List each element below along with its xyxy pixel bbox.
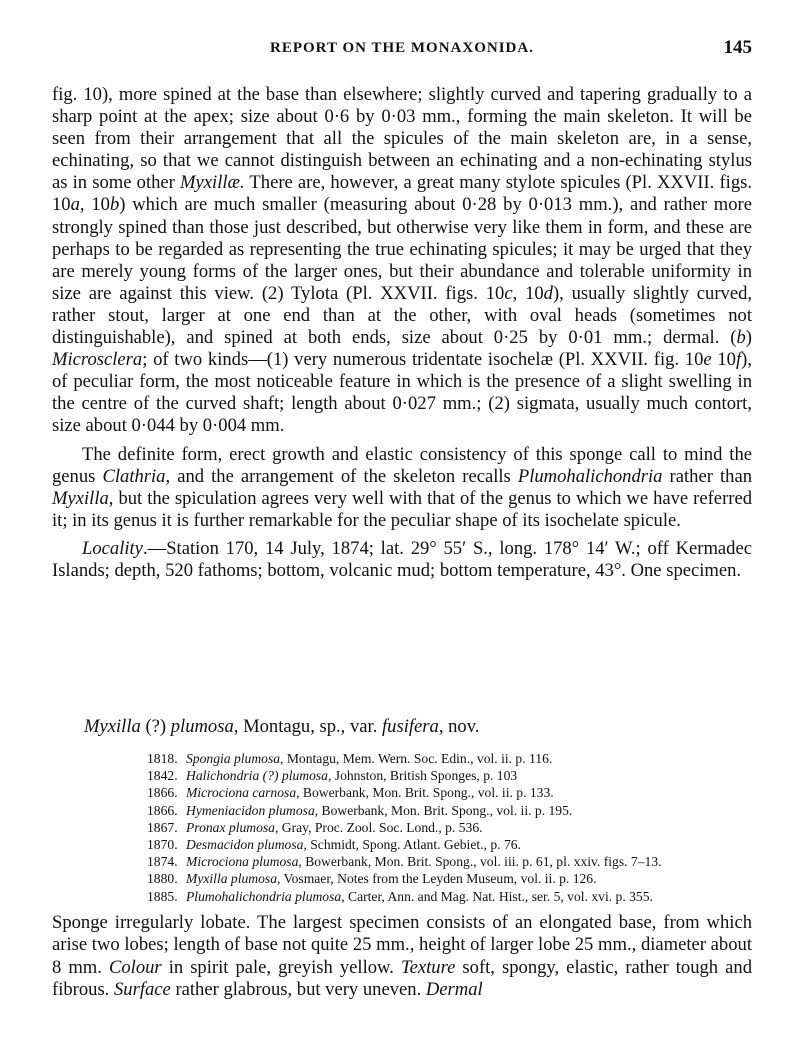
synonym-year: 1866. — [147, 785, 178, 801]
synonym-name: Microciona plumosa — [186, 854, 299, 870]
synonym-reference: , Schmidt, Spong. Atlant. Gebiet., p. 76. — [303, 837, 521, 853]
synonym-year: 1880. — [147, 871, 178, 887]
italic-text-run: Colour — [108, 956, 162, 978]
text-run: fig. 10), more spined at the base than elsewhere; slightly curved and tapering gradually to a sharp point at the apex; size about 0·6 by 0·03 mm., forming the main skeleton. It will be seen from their arrangement that all the spicules of the main skeleton are, in a sense, echinating, so that we cannot distinguish between an echinating and a non-echinating stylus as in some other — [52, 84, 752, 194]
synonym-name: Spongia plumosa — [186, 751, 281, 766]
synonym-entry — [147, 870, 747, 887]
text-run: (?) — [140, 716, 171, 737]
synonym-entry — [147, 836, 747, 853]
text-run: The definite form, erect growth and elastic consistency of this sponge call to mind the genus — [52, 443, 752, 487]
text-run: , nov. — [438, 716, 480, 737]
synonym-entry — [147, 802, 747, 819]
synonym-entry — [147, 819, 747, 836]
main-text — [52, 84, 752, 582]
synonym-entry — [147, 853, 747, 870]
synonym-reference: , Vosmaer, Notes from the Leyden Museum, vol. ii. p. 126. — [277, 871, 597, 887]
text-run: 10 — [711, 349, 736, 371]
synonym-reference: , Bowerbank, Mon. Brit. Spong., vol. ii. p. 195. — [314, 802, 573, 818]
running-title: REPORT ON THE MONAXONIDA. — [270, 40, 534, 56]
italic-text-run: c — [504, 282, 513, 304]
synonym-reference: , Montagu, Mem. Wern. Soc. Edin., vol. ii. p. 116. — [280, 751, 553, 766]
synonym-name: Pronax plumosa — [186, 819, 275, 835]
synonymy-list — [147, 750, 747, 905]
synonym-year: 1874. — [147, 854, 178, 870]
text-run: ; of two kinds—(1) very numerous tridentate isochelæ (Pl. XXVII. fig. 10 — [142, 349, 704, 371]
paragraph-spicule-description — [52, 84, 752, 438]
text-run: There are, however, a great many stylote spicules (Pl. XXVII. figs. 10 — [52, 172, 753, 216]
synonym-entry — [147, 888, 747, 905]
text-run: ), usually slightly curved, rather stout, larger at one end than at the other, with oval heads (sometimes not distinguishable), and spined at both ends, size about 0·25 by 0·01 mm.; dermal. ( — [52, 282, 753, 349]
text-run: in spirit pale, greyish yellow. — [161, 956, 401, 978]
italic-text-run: b — [736, 327, 746, 349]
italic-text-run: d — [543, 282, 553, 304]
synonym-name: Myxilla plumosa — [186, 871, 277, 887]
synonym-reference: , Carter, Ann. and Mag. Nat. Hist., ser. 5, vol. xvi. p. 355. — [341, 888, 653, 904]
synonym-year: 1870. — [147, 837, 178, 853]
italic-text-run: Texture — [400, 956, 456, 978]
text-run: soft, spongy, elastic, rather tough and fibrous. — [52, 956, 752, 1000]
synonym-name: Microciona carnosa — [186, 785, 297, 801]
synonym-reference: , Bowerbank, Mon. Brit. Spong., vol. iii. p. 61, pl. xxiv. figs. 7–13. — [298, 854, 662, 870]
text-run: , but the spiculation agrees very well with that of the genus to which we have referred it; in its genus it is further remarkable for the peculiar shape of its isochelate spicule. — [52, 487, 752, 531]
synonym-reference: , Bowerbank, Mon. Brit. Spong., vol. ii. p. 133. — [296, 785, 554, 801]
synonym-year: 1866. — [147, 802, 178, 818]
italic-text-run: b — [109, 194, 120, 216]
italic-text-run: plumosa — [170, 716, 234, 737]
synonym-entry — [147, 767, 747, 784]
text-run: ) — [745, 327, 752, 349]
italic-text-run: fusifera — [382, 716, 439, 737]
italic-text-run: Plumohalichondria — [517, 465, 663, 487]
text-run: rather glabrous, but very uneven. — [170, 978, 426, 1000]
species-heading — [84, 716, 479, 738]
text-run: , Montagu, sp., var. — [233, 716, 382, 737]
synonym-reference: , Gray, Proc. Zool. Soc. Lond., p. 536. — [274, 819, 483, 835]
text-run: rather than — [662, 465, 752, 487]
synonym-year: 1842. — [147, 768, 178, 784]
paragraph-definite-form — [52, 444, 752, 532]
text-run: ) which are much smaller (measuring about 0·28 by 0·013 mm.), and rather more strongly spined than those just described, but otherwise very like them in form, and these are perhaps to be regarded as representing the true echinating spicules; it may be urged that they are merely young forms of the larger ones, but their abundance and tolerable uniformity in size are against this view. (2) Tylota (Pl. XXVII. figs. 10 — [52, 194, 753, 304]
italic-text-run: Myxillæ. — [180, 172, 245, 194]
text-run: Sponge irregularly lobate. The largest specimen consists of an elongated base, from which arise two lobes; length of base not quite 25 mm., height of larger lobe 25 mm., diameter about 8 mm. — [52, 912, 752, 978]
italic-text-run: Surface — [113, 978, 171, 1000]
italic-text-run: e — [703, 349, 712, 371]
synonym-year: 1818. — [147, 751, 178, 766]
italic-text-run: a — [70, 194, 80, 216]
italic-text-run: Microsclera — [52, 349, 143, 371]
synonym-year: 1867. — [147, 819, 178, 835]
synonym-entry — [147, 784, 747, 801]
italic-text-run: Dermal — [425, 978, 483, 1000]
synonym-name: Halichondria (?) plumosa — [186, 768, 328, 784]
synonym-reference: , Johnston, British Sponges, p. 103 — [327, 768, 518, 784]
synonym-name: Desmacidon plumosa — [186, 837, 304, 853]
synonym-entry — [147, 750, 747, 767]
text-run: , 10 — [512, 282, 544, 304]
text-run: ), of peculiar form, the most noticeable feature in which is the presence of a slight swelling in the centre of the curved shaft; length about 0·027 mm.; (2) sigmata, usually much contort, size about 0·044 by 0·004 mm. — [52, 349, 752, 437]
synonym-name: Plumohalichondria plumosa — [186, 888, 342, 904]
synonym-name: Hymeniacidon plumosa — [186, 802, 315, 818]
italic-text-run: Myxilla — [52, 487, 109, 509]
page-header — [52, 37, 752, 70]
paragraph-sponge-description — [52, 912, 752, 1001]
paragraph-locality — [52, 538, 752, 582]
text-run: .—Station 170, 14 July, 1874; lat. 29° 55′ S., long. 178° 14′ W.; off Kermadec Islands; depth, 520 fathoms; bottom, volcanic mud; bottom temperature, 43°. One specimen. — [52, 537, 752, 581]
synonym-year: 1885. — [147, 888, 178, 904]
text-run: , 10 — [79, 194, 110, 216]
italic-text-run: Locality — [82, 537, 143, 559]
italic-text-run: Clathria — [102, 465, 166, 487]
italic-text-run: Myxilla — [84, 716, 141, 737]
italic-text-run: f — [735, 349, 742, 371]
page-number: 145 — [723, 37, 752, 58]
text-run: , and the arrangement of the skeleton recalls — [165, 465, 518, 487]
